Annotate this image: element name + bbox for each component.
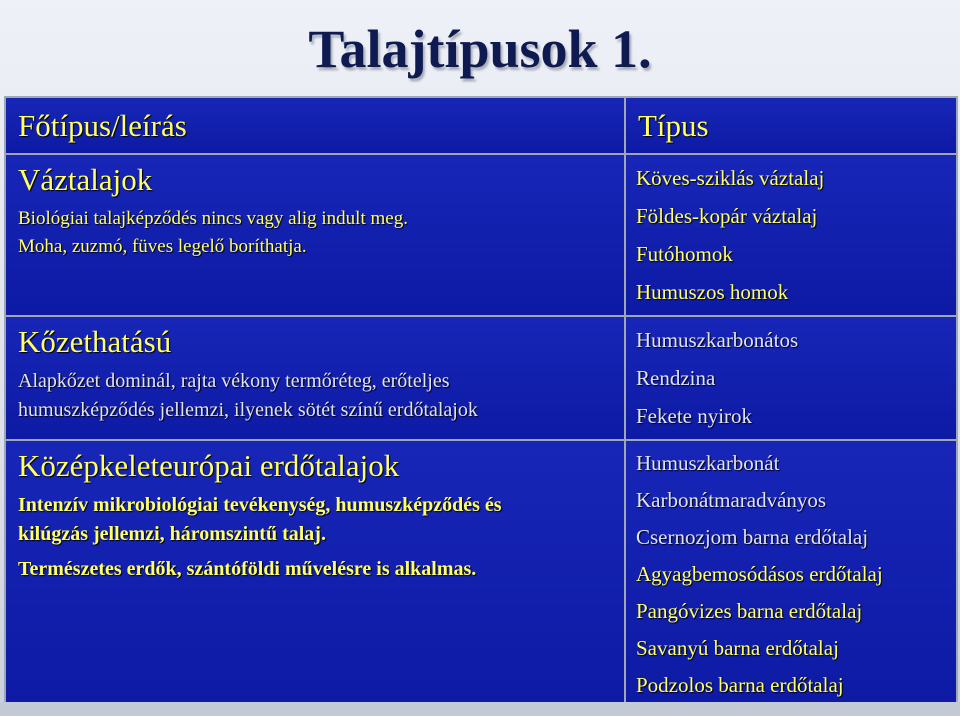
group-title: Középkeleteurópai erdőtalajok — [18, 448, 400, 483]
list-item: Karbonátmaradványos — [636, 488, 827, 512]
list-item: Fekete nyirok — [636, 404, 753, 428]
table-row — [5, 440, 957, 709]
list-item: Podzolos barna erdőtalaj — [636, 673, 844, 697]
list-item: Köves-sziklás váztalaj — [636, 166, 825, 190]
group-desc-line: Biológiai talajképződés nincs vagy alig indult meg. — [18, 208, 408, 229]
list-item: Földes-kopár váztalaj — [636, 204, 818, 228]
group-cell-vaztalajok — [5, 154, 625, 316]
group-desc-line: humuszképződés jellemzi, ilyenek sötét színű erdőtalajok — [18, 399, 478, 421]
list-item: Humuszos homok — [636, 280, 789, 304]
group-desc-line: kilúgzás jellemzi, háromszintű talaj. — [18, 523, 326, 545]
types-cell-erdotalajok — [625, 440, 957, 709]
group-cell-erdotalajok — [5, 440, 625, 709]
soil-types-table — [4, 96, 958, 710]
header-row — [5, 97, 957, 154]
group-title: Kőzethatású — [18, 324, 172, 359]
group-cell-kozethatasu — [5, 316, 625, 440]
table-row — [5, 154, 957, 316]
list-item: Rendzina — [636, 366, 716, 390]
group-desc-line: Természetes erdők, szántóföldi művelésre is alkalmas. — [18, 558, 477, 580]
group-desc-line: Alapkőzet dominál, rajta vékony termőréteg, erőteljes — [18, 370, 450, 392]
slide-title: Talajtípusok 1. — [308, 19, 652, 79]
group-desc-line: Moha, zuzmó, füves legelő boríthatja. — [18, 236, 307, 257]
table-row — [5, 316, 957, 440]
types-cell-vaztalajok — [625, 154, 957, 316]
bottom-strip — [0, 702, 960, 716]
list-item: Agyagbemosódásos erdőtalaj — [636, 562, 883, 586]
header-right: Típus — [625, 97, 957, 154]
types-cell-kozethatasu — [625, 316, 957, 440]
list-item: Humuszkarbonátos — [636, 328, 799, 352]
list-item: Humuszkarbonát — [636, 451, 780, 475]
header-left: Főtípus/leírás — [5, 97, 625, 154]
list-item: Pangóvizes barna erdőtalaj — [636, 599, 863, 623]
list-item: Csernozjom barna erdőtalaj — [636, 525, 869, 549]
group-desc-line: Intenzív mikrobiológiai tevékenység, humuszképződés és — [18, 494, 502, 516]
list-item: Futóhomok — [636, 242, 733, 266]
group-title: Váztalajok — [18, 162, 153, 197]
list-item: Savanyú barna erdőtalaj — [636, 636, 839, 660]
